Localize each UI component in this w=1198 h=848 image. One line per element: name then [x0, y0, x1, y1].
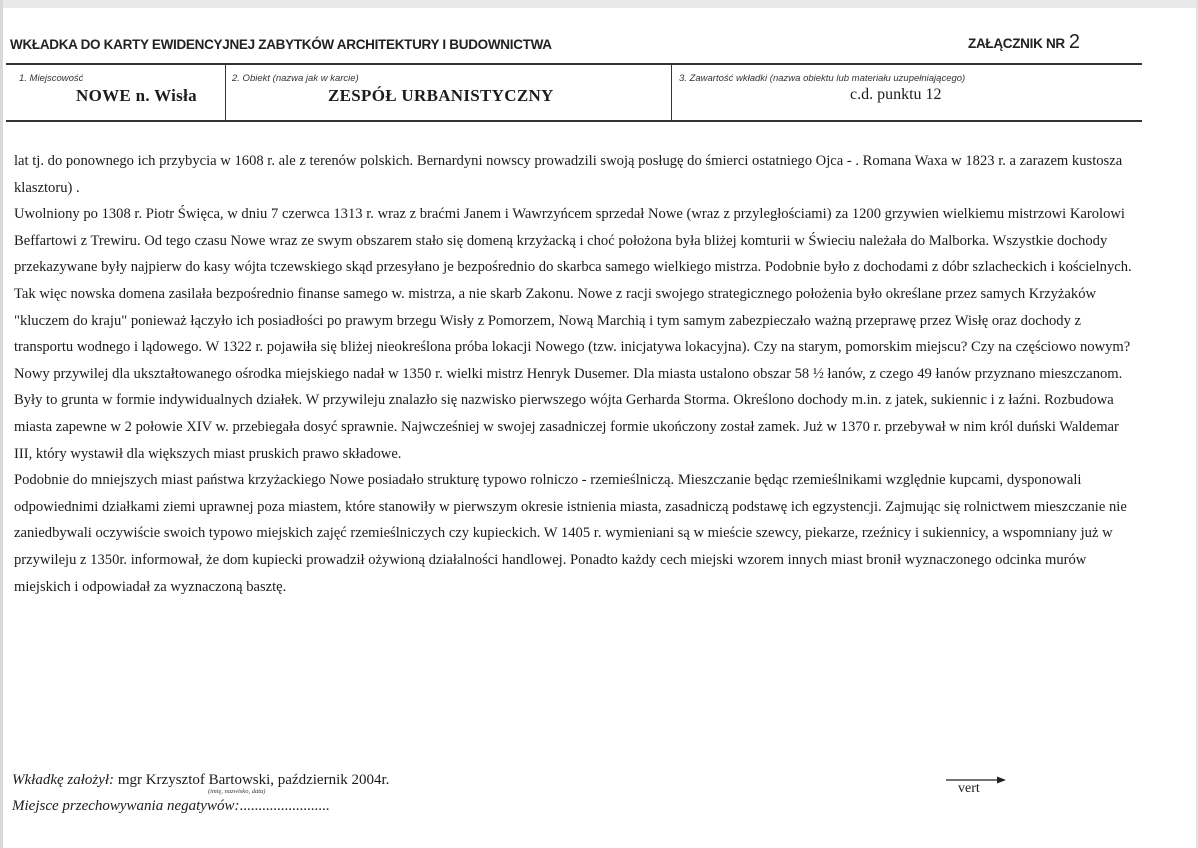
- author-hint: (imię, nazwisko, data): [208, 788, 266, 795]
- vert-label: vert: [958, 781, 980, 796]
- storage-line: [12, 798, 329, 815]
- annex-heading: [968, 31, 1080, 54]
- author-label: Wkładkę założył:: [12, 772, 115, 788]
- contents-value: c.d. punktu 12: [850, 86, 942, 103]
- header-rule-bottom: [6, 120, 1142, 122]
- author-line: [12, 772, 389, 789]
- field-divider: [671, 63, 672, 121]
- locality-value: NOWE n. Wisła: [76, 86, 197, 105]
- annex-label: ZAŁĄCZNIK NR: [968, 36, 1065, 51]
- header-rule-top: [6, 63, 1142, 65]
- form-title: WKŁADKA DO KARTY EWIDENCYJNEJ ZABYTKÓW ARCHITEKTURY I BUDOWNICTWA: [10, 37, 552, 52]
- author-value: mgr Krzysztof Bartowski, październik 2004r.: [117, 772, 390, 788]
- document-body: [14, 148, 1134, 600]
- body-paragraph: Tak więc nowska domena zasilała bezpośrednio finanse samego w. mistrza, a nie skarb Zakonu. Nowe z racji swojego strategicznego położenia było określane przez samych Krzyżaków "kluczem do kraju" ponieważ łączyło ich posiadłości po prawym brzegu Wisły z Pomorzem, Nową Marchią i tym samym zabezpieczało ważną przeprawę przez Wisłę oraz dochody z transportu wodnego i lądowego. W 1322 r. pojawiła się bliżej nieokreślona próba lokacji Nowego (tzw. inicjatywa lokacyjna). Czy na starym, pomorskim miejscu? Czy na częściowo nowym?: [14, 285, 1131, 356]
- contents-label: 3. Zawartość wkładki (nazwa obiektu lub materiału uzupełniającego): [679, 73, 966, 84]
- object-label: 2. Obiekt (nazwa jak w karcie): [232, 73, 359, 84]
- annex-number: 2: [1068, 31, 1081, 53]
- field-divider: [225, 63, 226, 121]
- locality-label: 1. Miejscowość: [19, 73, 84, 84]
- storage-dots: ........................: [239, 798, 330, 814]
- body-paragraph: Uwolniony po 1308 r. Piotr Święca, w dniu 7 czerwca 1313 r. wraz z braćmi Janem i Wawrzyńcem sprzedał Nowe (wraz z przyległościami) za 1200 grzywien wielkiemu mistrzowi Karolowi Beffartowi z Trewiru. Od tego czasu Nowe wraz ze swym obszarem stało się domeną krzyżacką i choć położona była bliżej komturii w Świeciu należała do Malborka. Wszystkie dochody przekazywane były najpierw do kasy wójta tczewskiego skąd przesyłano je bezpośrednio do skarbca samego wielkiego mistrza. Podobnie było z dochodami z dóbr szlacheckich i kościelnych.: [14, 206, 1132, 276]
- object-value: ZESPÓŁ URBANISTYCZNY: [328, 86, 554, 105]
- body-paragraph: Nowy przywilej dla ukształtowanego ośrodka miejskiego nadał w 1350 r. wielki mistrz Henryk Dusemer. Dla miasta ustalono obszar 58 ½ łanów, z czego 49 łanów przyznano mieszczanom. Były to grunta w formie indywidualnych działek. W przywileju znalazło się nazwisko pierwszego wójta Gerharda Storma. Określono dochody m.in. z jatek, sukiennic i z łaźni. Rozbudowa miasta zapewne w 2 połowie XIV w. przebiegała dosyć sprawnie. Najwcześniej w swojej zasadniczej formie ukończony został zamek. Już w 1370 r. przebywał w nim król duński Waldemar III, który wystawił dla większych miast pruskich prawo składowe.: [14, 365, 1123, 462]
- body-paragraph: lat tj. do ponownego ich przybycia w 1608 r. ale z terenów polskich. Bernardyni nowscy prowadzili swoją posługę do śmierci ostatniego Ojca - . Romana Waxa w 1823 r. a zarazem kustosza klasztoru) .: [14, 153, 1123, 196]
- scan-edge: [0, 0, 3, 848]
- storage-label: Miejsce przechowywania negatywów:: [12, 798, 240, 814]
- scan-edge: [0, 0, 1198, 8]
- body-paragraph: Podobnie do mniejszych miast państwa krzyżackiego Nowe posiadało strukturę typowo rolniczo - rzemieślniczą. Mieszczanie będąc rzemieślnikami względnie kupcami, dysponowali odpowiednimi działkami ziemi uprawnej poza miastem, które stanowiły w pierwszym okresie istnienia miasta, zasadniczą podstawę ich egzystencji. Zajmując się rolnictwem mieszczanie nie zaniedbywali oczywiście swoich typowo miejskich zajęć rzemieślniczych czy kupieckich. W 1405 r. wymieniani są w mieście szewcy, piekarze, rzeźnicy i sukiennicy, a wspomniany już w przywileju z 1350r. informował, że dom kupiecki prowadził ożywioną działalności handlowej. Ponadto każdy cech miejski wzorem innych miast bronił wyznaczonego odcinka murów miejskich i odpowiadał za wyznaczoną basztę.: [14, 472, 1127, 595]
